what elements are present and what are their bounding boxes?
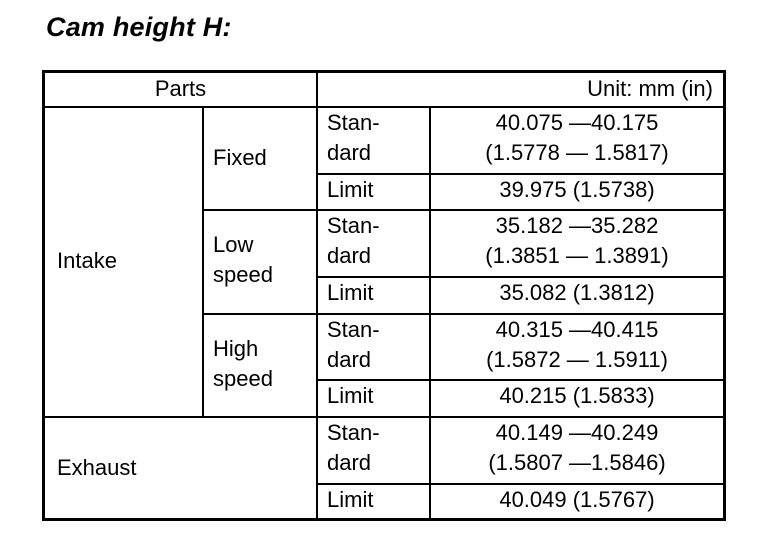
value-line: 40.149 —40.249 <box>495 420 659 445</box>
standard-label-line1: Stan- <box>327 110 380 135</box>
limit-label: Limit <box>327 177 374 202</box>
limit-label: Limit <box>327 487 374 512</box>
standard-label-line2: dard <box>327 243 372 268</box>
value-line: (1.5778 — 1.5817) <box>485 140 669 165</box>
value-line: 35.182 —35.282 <box>495 213 659 238</box>
row-label-low-speed-line1: Low <box>213 232 254 257</box>
standard-label <box>327 418 380 478</box>
value-fixed-limit: 39.975 (1.5738) <box>499 177 655 202</box>
column-divider <box>202 106 204 416</box>
value-fixed-standard <box>431 108 723 168</box>
row-label-low-speed <box>213 230 273 290</box>
standard-label-line1: Stan- <box>327 213 380 238</box>
standard-label-line1: Stan- <box>327 420 380 445</box>
header-unit: Unit: mm (in) <box>587 76 713 101</box>
standard-label-line2: dard <box>327 347 372 372</box>
standard-label-line2: dard <box>327 450 372 475</box>
value-line: 40.315 —40.415 <box>495 317 659 342</box>
value-line: (1.5807 —1.5846) <box>488 450 666 475</box>
column-divider <box>316 73 318 518</box>
value-low-limit: 35.082 (1.3812) <box>499 280 655 305</box>
row-label-exhaust: Exhaust <box>57 455 137 480</box>
standard-label-line2: dard <box>327 140 372 165</box>
value-line: (1.5872 — 1.5911) <box>486 347 668 372</box>
row-label-high-speed-line1: High <box>213 336 259 361</box>
row-label-high-speed-line2: speed <box>213 366 273 391</box>
value-high-limit: 40.215 (1.5833) <box>499 383 655 408</box>
limit-label: Limit <box>327 383 374 408</box>
page-title: Cam height H: <box>46 12 232 42</box>
row-label-low-speed-line2: speed <box>213 262 273 287</box>
standard-label <box>327 108 380 168</box>
value-exhaust-standard <box>431 418 723 478</box>
standard-label <box>327 211 380 271</box>
value-line: (1.3851 — 1.3891) <box>485 243 669 268</box>
row-label-high-speed <box>213 334 273 394</box>
row-label-intake: Intake <box>57 248 117 273</box>
value-high-standard <box>431 315 723 375</box>
header-parts: Parts <box>154 76 207 101</box>
value-exhaust-limit: 40.049 (1.5767) <box>499 487 655 512</box>
standard-label-line1: Stan- <box>327 317 380 342</box>
row-label-fixed: Fixed <box>213 145 267 170</box>
value-low-standard <box>431 211 723 271</box>
standard-label <box>327 315 380 375</box>
value-line: 40.075 —40.175 <box>495 110 659 135</box>
limit-label: Limit <box>327 280 374 305</box>
cam-height-table <box>42 70 726 521</box>
